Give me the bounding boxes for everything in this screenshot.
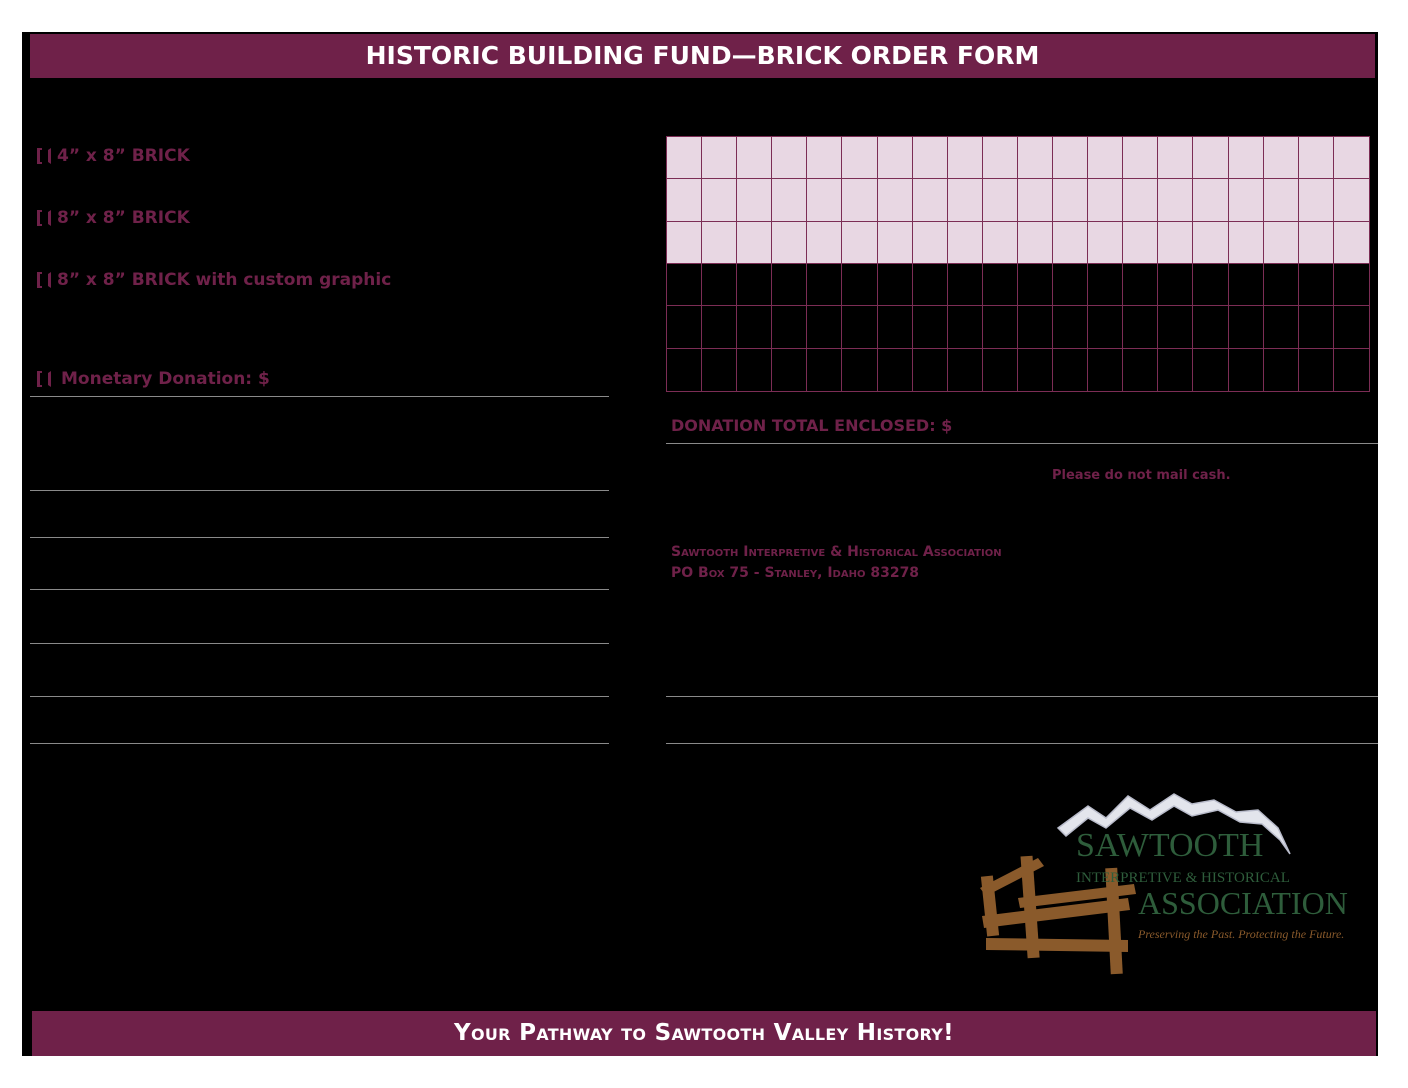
grid-cell[interactable] [1229, 222, 1264, 264]
grid-cell[interactable] [1158, 179, 1193, 221]
grid-cell[interactable] [983, 179, 1018, 221]
grid-cell[interactable] [807, 137, 842, 179]
grid-cell[interactable] [1158, 222, 1193, 264]
grid-cell[interactable] [948, 137, 983, 179]
grid-cell[interactable] [667, 137, 702, 179]
logo-name: SAWTOOTH [1076, 827, 1264, 864]
grid-cell[interactable] [1123, 264, 1158, 306]
grid-cell[interactable] [807, 306, 842, 348]
logo-association: ASSOCIATION [1138, 885, 1348, 921]
grid-cell[interactable] [1158, 264, 1193, 306]
grid-cell[interactable] [1264, 349, 1299, 391]
grid-cell[interactable] [983, 222, 1018, 264]
grid-cell[interactable] [667, 179, 702, 221]
grid-cell[interactable] [1053, 349, 1088, 391]
grid-cell[interactable] [1053, 222, 1088, 264]
grid-cell[interactable] [1018, 179, 1053, 221]
grid-cell[interactable] [1334, 222, 1369, 264]
grid-cell[interactable] [913, 179, 948, 221]
logo-graphic [978, 788, 1372, 978]
grid-cell[interactable] [1299, 306, 1334, 348]
grid-cell[interactable] [842, 222, 877, 264]
checkbox-monetary-donation[interactable] [37, 371, 51, 387]
grid-cell[interactable] [1264, 179, 1299, 221]
grid-cell[interactable] [807, 222, 842, 264]
option-monetary-donation-label: Monetary Donation: $ [61, 369, 270, 389]
option-brick-8x8[interactable] [37, 208, 190, 228]
donation-total-label: DONATION TOTAL ENCLOSED: $ [671, 416, 953, 435]
footer-tagline: Your Pathway to Sawtooth Valley History! [454, 1020, 954, 1046]
grid-cell[interactable] [1193, 306, 1228, 348]
grid-cell[interactable] [1229, 349, 1264, 391]
grid-cell[interactable] [702, 306, 737, 348]
grid-cell[interactable] [702, 179, 737, 221]
grid-cell[interactable] [737, 179, 772, 221]
grid-cell[interactable] [737, 137, 772, 179]
grid-cell[interactable] [983, 264, 1018, 306]
grid-cell[interactable] [1264, 222, 1299, 264]
grid-cell[interactable] [1334, 179, 1369, 221]
grid-cell[interactable] [878, 137, 913, 179]
form-title-banner [30, 34, 1375, 78]
org-address: PO Box 75 - Stanley, Idaho 83278 [671, 565, 920, 581]
grid-cell[interactable] [1123, 306, 1158, 348]
option-brick-8x8-graphic[interactable] [37, 270, 391, 290]
grid-cell[interactable] [842, 137, 877, 179]
grid-cell[interactable] [1123, 137, 1158, 179]
email-line[interactable] [30, 696, 609, 697]
grid-cell[interactable] [702, 349, 737, 391]
name-line[interactable] [30, 490, 609, 491]
grid-cell[interactable] [667, 222, 702, 264]
grid-cell[interactable] [1299, 264, 1334, 306]
grid-cell[interactable] [702, 264, 737, 306]
checkbox-brick-4x8[interactable] [37, 148, 51, 164]
monetary-amount-line[interactable] [30, 396, 609, 397]
grid-cell[interactable] [948, 222, 983, 264]
grid-cell[interactable] [1299, 179, 1334, 221]
grid-cell[interactable] [842, 349, 877, 391]
grid-cell[interactable] [1229, 137, 1264, 179]
grid-cell[interactable] [1018, 222, 1053, 264]
grid-cell[interactable] [1229, 264, 1264, 306]
grid-cell[interactable] [1334, 306, 1369, 348]
grid-cell[interactable] [948, 306, 983, 348]
grid-cell[interactable] [1123, 179, 1158, 221]
extra-line[interactable] [30, 743, 609, 744]
grid-cell[interactable] [1088, 222, 1123, 264]
grid-cell[interactable] [737, 264, 772, 306]
grid-cell[interactable] [948, 264, 983, 306]
grid-cell[interactable] [948, 349, 983, 391]
grid-cell[interactable] [1158, 306, 1193, 348]
org-name: Sawtooth Interpretive & Historical Association [671, 544, 1002, 560]
grid-cell[interactable] [1053, 179, 1088, 221]
grid-cell[interactable] [913, 222, 948, 264]
grid-cell[interactable] [1088, 137, 1123, 179]
grid-cell[interactable] [1299, 349, 1334, 391]
sawtooth-association-logo [978, 788, 1372, 978]
grid-cell[interactable] [772, 264, 807, 306]
grid-cell[interactable] [1123, 349, 1158, 391]
logo-tagline: Preserving the Past. Protecting the Future. [1138, 927, 1345, 941]
grid-cell[interactable] [878, 264, 913, 306]
option-brick-8x8-graphic-label: 8” x 8” BRICK with custom graphic [57, 270, 392, 290]
brick-inscription-grid[interactable] [666, 136, 1370, 392]
grid-cell[interactable] [913, 306, 948, 348]
grid-cell[interactable] [983, 349, 1018, 391]
grid-cell[interactable] [737, 349, 772, 391]
date-line[interactable] [666, 743, 1378, 744]
option-monetary-donation[interactable] [37, 369, 270, 389]
address-line[interactable] [30, 537, 609, 538]
signature-line[interactable] [666, 696, 1378, 697]
grid-cell[interactable] [1193, 264, 1228, 306]
grid-cell[interactable] [807, 264, 842, 306]
grid-cell[interactable] [1193, 137, 1228, 179]
grid-cell[interactable] [807, 349, 842, 391]
grid-cell[interactable] [1299, 137, 1334, 179]
grid-cell[interactable] [667, 306, 702, 348]
grid-cell[interactable] [1264, 264, 1299, 306]
grid-cell[interactable] [1299, 222, 1334, 264]
grid-cell[interactable] [1018, 137, 1053, 179]
grid-cell[interactable] [878, 222, 913, 264]
option-brick-4x8[interactable] [37, 146, 190, 166]
grid-cell[interactable] [913, 264, 948, 306]
grid-cell[interactable] [1088, 264, 1123, 306]
phone-line[interactable] [30, 643, 609, 644]
grid-cell[interactable] [1018, 264, 1053, 306]
grid-cell[interactable] [842, 306, 877, 348]
grid-cell[interactable] [878, 179, 913, 221]
grid-cell[interactable] [842, 264, 877, 306]
grid-cell[interactable] [1264, 137, 1299, 179]
grid-cell[interactable] [1334, 137, 1369, 179]
grid-cell[interactable] [737, 306, 772, 348]
grid-cell[interactable] [1088, 179, 1123, 221]
grid-cell[interactable] [1053, 264, 1088, 306]
grid-cell[interactable] [807, 179, 842, 221]
grid-cell[interactable] [842, 179, 877, 221]
grid-cell[interactable] [1018, 349, 1053, 391]
grid-cell[interactable] [667, 349, 702, 391]
checkbox-brick-8x8[interactable] [37, 210, 51, 226]
grid-cell[interactable] [1158, 137, 1193, 179]
checkbox-brick-8x8-graphic[interactable] [37, 272, 51, 288]
grid-cell[interactable] [737, 222, 772, 264]
grid-cell[interactable] [772, 349, 807, 391]
grid-cell[interactable] [1264, 306, 1299, 348]
grid-cell[interactable] [948, 179, 983, 221]
grid-cell[interactable] [1334, 264, 1369, 306]
grid-cell[interactable] [1088, 349, 1123, 391]
grid-cell[interactable] [983, 137, 1018, 179]
grid-cell[interactable] [772, 306, 807, 348]
grid-cell[interactable] [878, 306, 913, 348]
grid-cell[interactable] [1018, 306, 1053, 348]
grid-cell[interactable] [1123, 222, 1158, 264]
grid-cell[interactable] [1158, 349, 1193, 391]
order-form-page [22, 32, 1378, 1056]
option-brick-8x8-label: 8” x 8” BRICK [57, 208, 190, 228]
footer-banner [32, 1011, 1376, 1056]
grid-cell[interactable] [878, 349, 913, 391]
grid-cell[interactable] [1193, 349, 1228, 391]
grid-cell[interactable] [1088, 306, 1123, 348]
logo-subtitle: INTERPRETIVE & HISTORICAL [1076, 870, 1290, 886]
grid-cell[interactable] [772, 137, 807, 179]
grid-cell[interactable] [983, 306, 1018, 348]
grid-cell[interactable] [1193, 222, 1228, 264]
grid-cell[interactable] [1053, 137, 1088, 179]
grid-cell[interactable] [1229, 306, 1264, 348]
grid-cell[interactable] [1229, 179, 1264, 221]
grid-cell[interactable] [772, 222, 807, 264]
form-title: HISTORIC BUILDING FUND—BRICK ORDER FORM [365, 41, 1040, 70]
grid-cell[interactable] [702, 137, 737, 179]
city-state-zip-line[interactable] [30, 589, 609, 590]
grid-cell[interactable] [913, 349, 948, 391]
grid-cell[interactable] [913, 137, 948, 179]
no-cash-note: Please do not mail cash. [1052, 468, 1231, 483]
grid-cell[interactable] [1193, 179, 1228, 221]
grid-cell[interactable] [1334, 349, 1369, 391]
grid-cell[interactable] [772, 179, 807, 221]
donation-total-line[interactable] [666, 443, 1378, 444]
grid-cell[interactable] [702, 222, 737, 264]
option-brick-4x8-label: 4” x 8” BRICK [57, 146, 190, 166]
grid-cell[interactable] [667, 264, 702, 306]
grid-cell[interactable] [1053, 306, 1088, 348]
